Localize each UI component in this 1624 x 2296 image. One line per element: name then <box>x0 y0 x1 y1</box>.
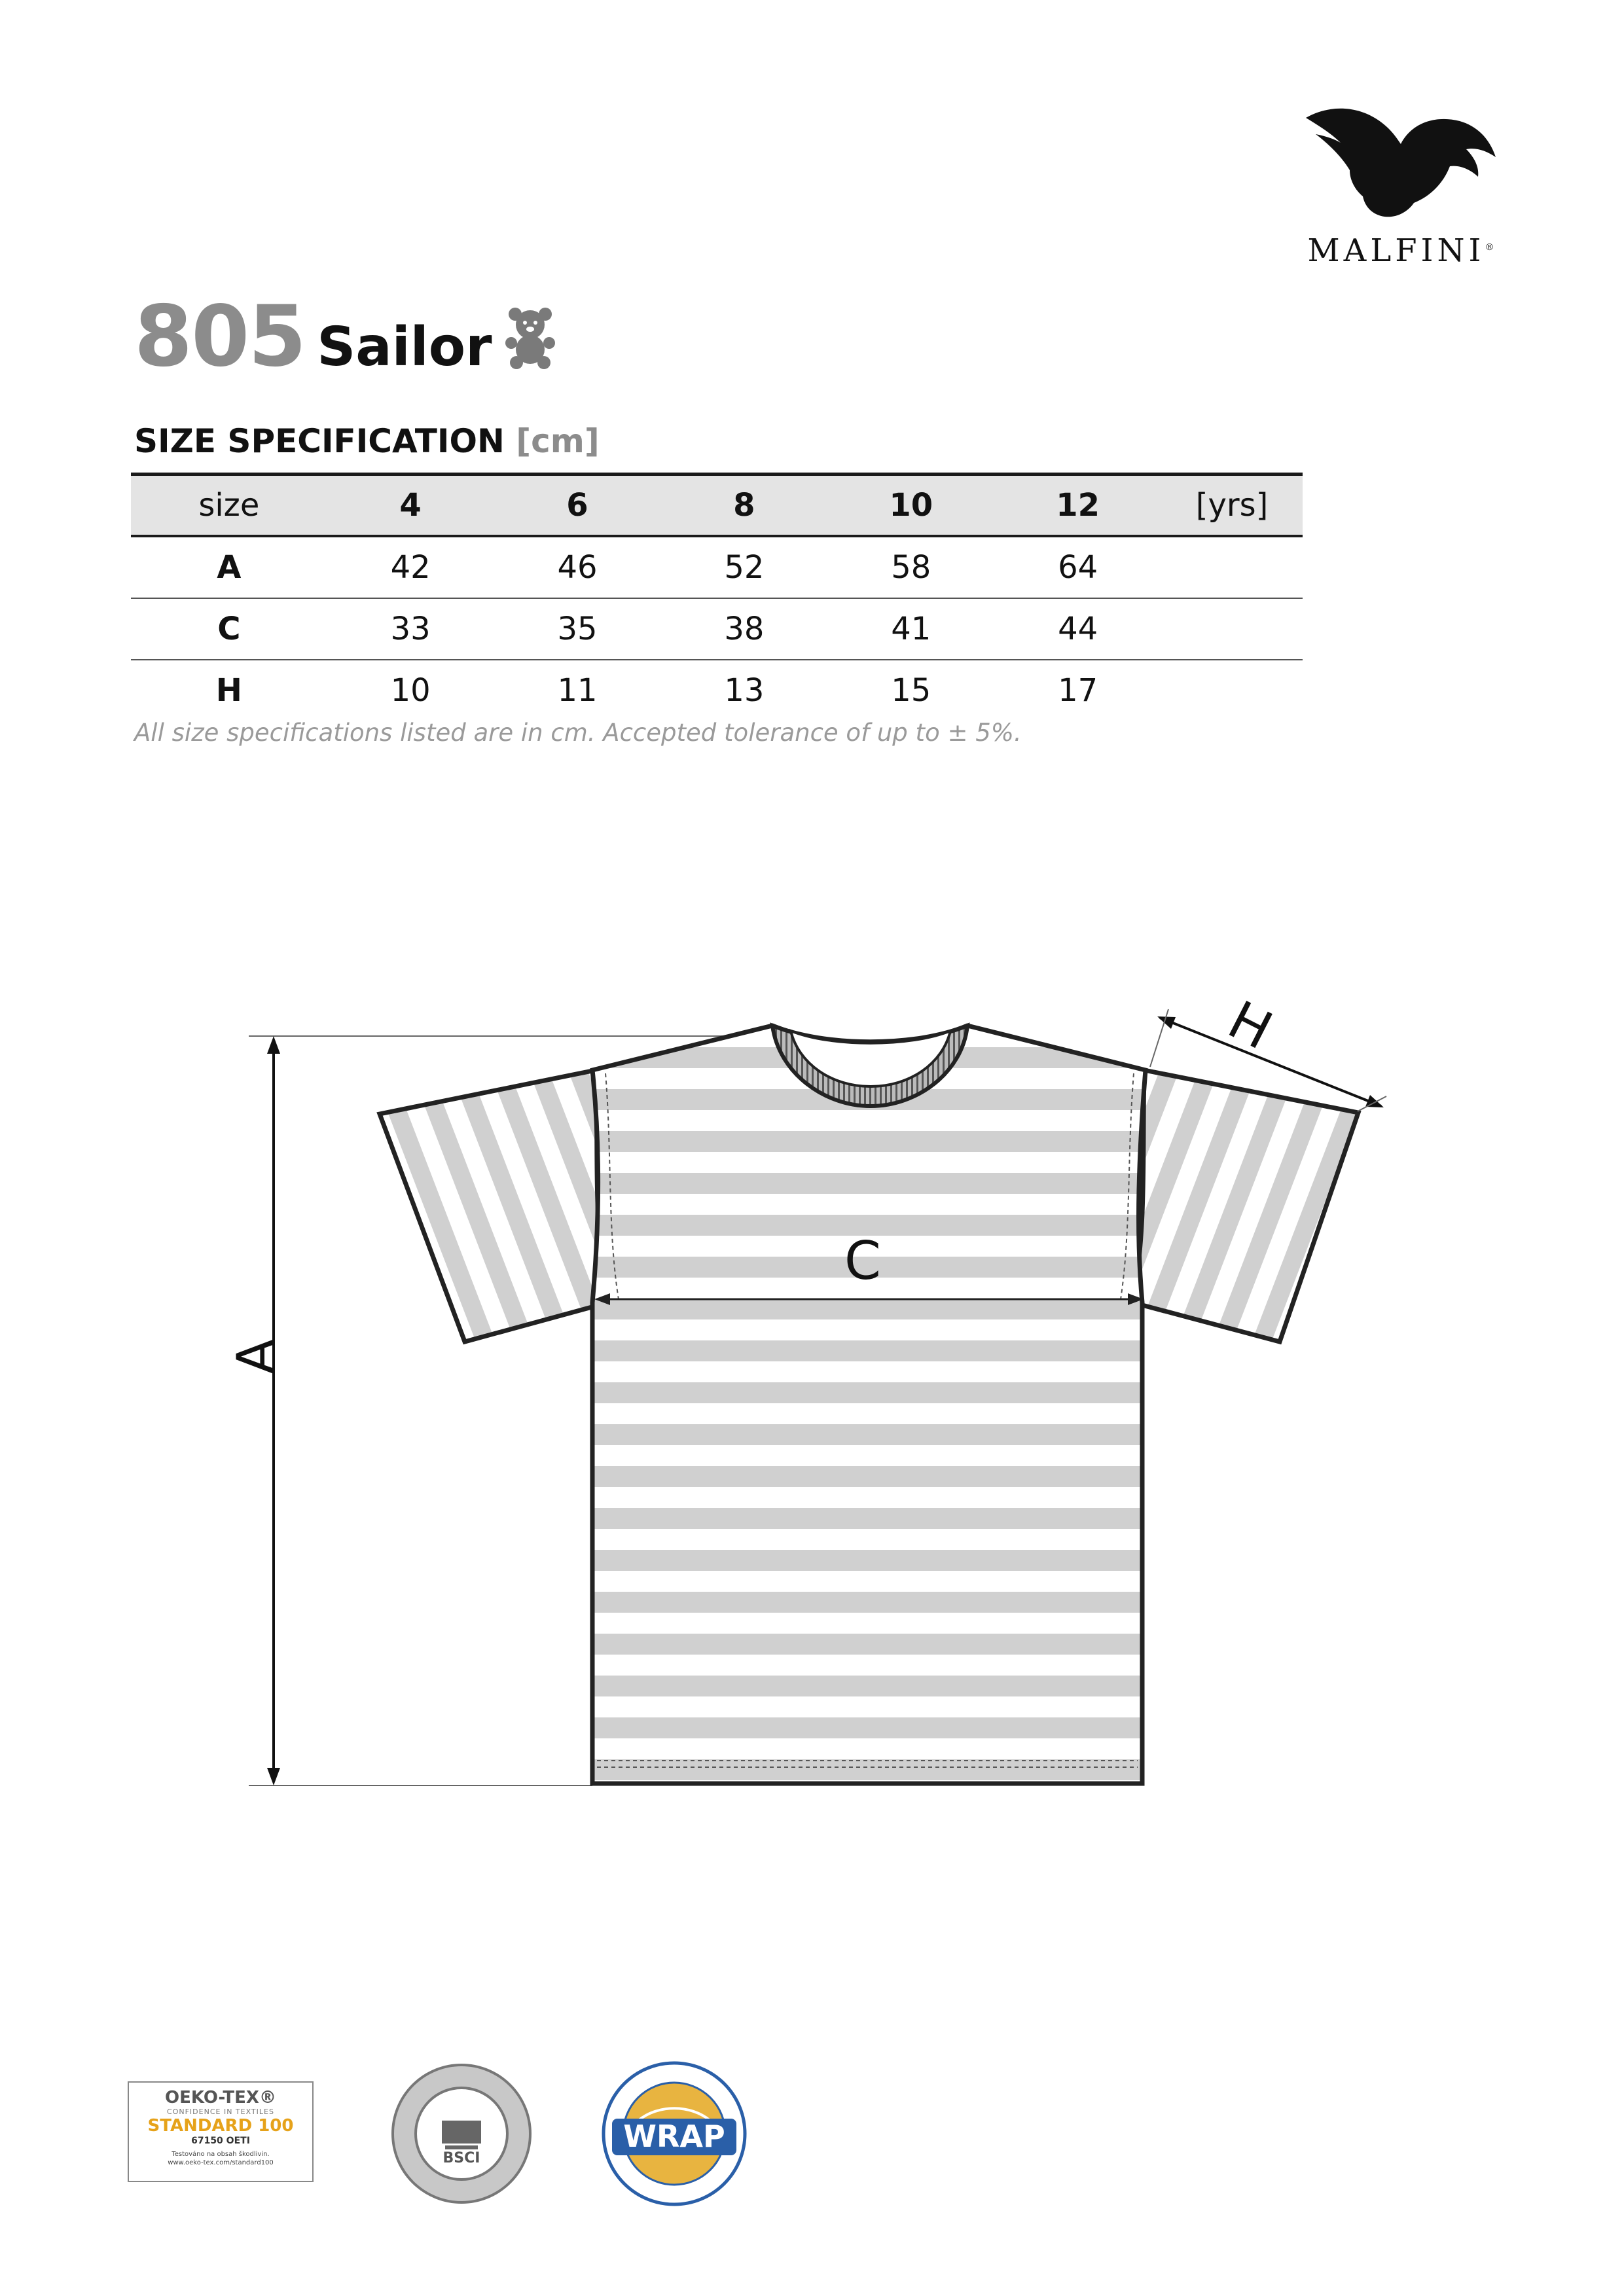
brand-text: MALFINI <box>1307 232 1485 269</box>
header-size: 8 <box>660 475 827 537</box>
row-label: A <box>131 536 327 598</box>
wrap-name: WRAP <box>623 2119 725 2154</box>
oeko-line1: Testováno na obsah škodlivin. <box>171 2151 270 2158</box>
table-cell-empty <box>1161 598 1303 660</box>
table-row <box>131 536 1303 598</box>
oeko-title: OEKO-TEX® <box>165 2088 276 2108</box>
table-cell: 35 <box>494 598 661 660</box>
row-label: H <box>215 672 242 709</box>
product-title <box>134 288 556 386</box>
table-row <box>131 660 1303 721</box>
table-cell: 10 <box>390 672 431 709</box>
table-cell: 64 <box>994 536 1161 598</box>
bsci-seal-icon <box>389 2062 533 2206</box>
table-row <box>131 598 1303 660</box>
table-cell: 17 <box>1058 672 1098 709</box>
product-name: Sailor <box>317 316 492 378</box>
table-cell: 44 <box>994 598 1161 660</box>
header-size: 6 <box>494 475 661 537</box>
arrow-h-start <box>1157 1016 1176 1029</box>
product-code: 805 <box>134 288 306 386</box>
tshirt-body <box>592 1026 1146 1784</box>
oeko-standard: STANDARD 100 <box>147 2116 294 2136</box>
table-cell: 58 <box>827 536 994 598</box>
eagle-icon <box>1303 98 1499 223</box>
table-cell-empty <box>1161 536 1303 598</box>
malfini-logo <box>1283 98 1519 275</box>
table-header-row <box>131 475 1303 537</box>
header-size: 10 <box>827 475 994 537</box>
table-cell: 15 <box>891 672 931 709</box>
dimension-c-label: C <box>844 1230 881 1291</box>
right-sleeve <box>1355 1070 1358 1071</box>
table-cell: 52 <box>660 536 827 598</box>
table-cell: 41 <box>827 598 994 660</box>
dimension-h-label: H <box>1219 989 1282 1062</box>
arrow-up <box>267 1036 280 1054</box>
oeko-line2: www.oeko-tex.com/standard100 <box>168 2159 274 2166</box>
tshirt-diagram <box>0 969 1624 1820</box>
table-cell: 42 <box>327 536 494 598</box>
teddy-bear-icon <box>505 306 556 372</box>
header-size: 12 <box>994 475 1161 537</box>
header-size-label: size <box>131 475 327 537</box>
brand-name <box>1283 232 1519 269</box>
size-table <box>131 473 1303 721</box>
registered-mark: ® <box>1485 242 1494 253</box>
oeko-code: 67150 OETI <box>191 2136 250 2146</box>
bsci-name: BSCI <box>442 2150 480 2166</box>
tolerance-note: All size specifications listed are in cm. Accepted tolerance of up to ± 5%. <box>134 719 1022 747</box>
table-cell-empty <box>1161 660 1303 721</box>
right-sleeve <box>1132 1070 1358 1342</box>
table-cell: 38 <box>660 598 827 660</box>
wrap-badge <box>599 2058 749 2209</box>
left-sleeve <box>380 1070 609 1342</box>
bsci-badge <box>389 2062 533 2206</box>
oeko-tex-badge <box>128 2081 314 2182</box>
header-unit: [yrs] <box>1161 475 1303 537</box>
header-size: 4 <box>327 475 494 537</box>
table-cell: 46 <box>494 536 661 598</box>
spec-title <box>134 422 600 460</box>
oeko-subtitle: CONFIDENCE IN TEXTILES <box>167 2108 274 2116</box>
table-cell: 11 <box>557 672 598 709</box>
row-label: C <box>131 598 327 660</box>
arrow-down <box>267 1768 280 1785</box>
table-cell: 13 <box>724 672 765 709</box>
table-cell: 33 <box>327 598 494 660</box>
spec-unit: [cm] <box>516 422 600 460</box>
dimension-a-label: A <box>226 1338 287 1374</box>
spec-title-text: SIZE SPECIFICATION <box>134 422 505 460</box>
